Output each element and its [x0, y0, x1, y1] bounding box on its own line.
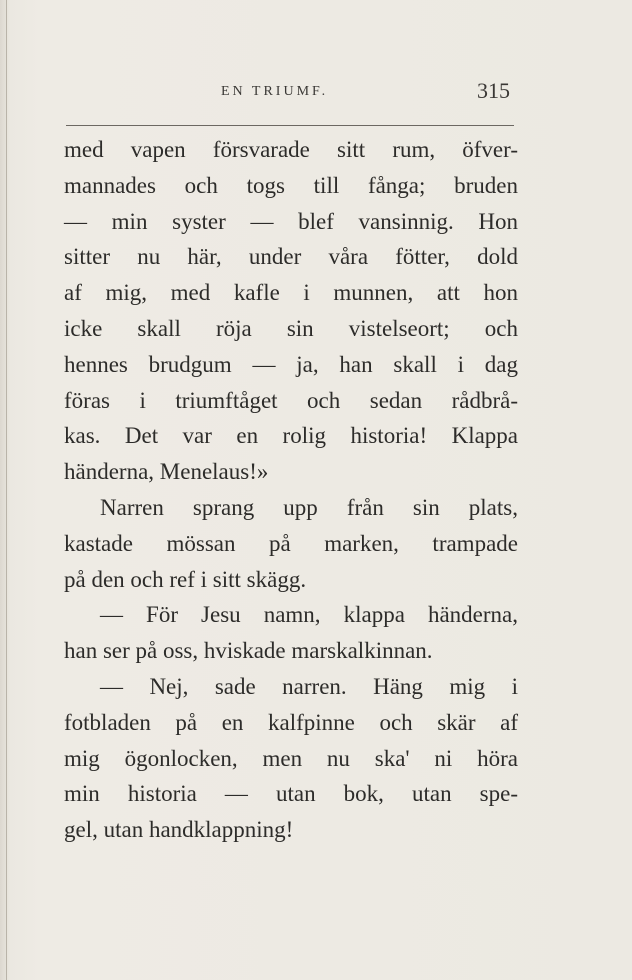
text-line: med vapen försvarade sitt rum, öfver-	[64, 137, 518, 162]
text-line: kas. Det var en rolig historia! Klappa	[64, 423, 518, 449]
text-line-paragraph-start: Narren sprang upp från sin plats,	[100, 494, 518, 520]
text-line: mig ögonlocken, men nu ska' ni höra	[64, 745, 518, 771]
text-line: — min syster — blef vansinnig. Hon	[64, 208, 518, 234]
text-line: min historia — utan bok, utan spe-	[64, 781, 518, 807]
text-line-paragraph-end: på den och ref i sitt skägg.	[64, 566, 307, 592]
text-line: hennes brudgum — ja, han skall i dag	[64, 351, 518, 377]
body-text	[64, 132, 518, 848]
header-rule	[66, 125, 514, 126]
text-line-paragraph-start: — För Jesu namn, klappa händerna,	[100, 602, 518, 628]
text-line: icke skall röja sin vistelseort; och	[64, 315, 518, 341]
text-line: föras i triumftåget och sedan rådbrå-	[64, 387, 518, 413]
text-line: sitter nu här, under våra fötter, dold	[64, 244, 518, 270]
text-line-paragraph-start: — Nej, sade narren. Häng mig i	[100, 673, 518, 699]
text-line: mannades och togs till fånga; bruden	[64, 172, 518, 198]
text-line: fotbladen på en kalfpinne och skär af	[64, 709, 518, 735]
text-line-paragraph-end: gel, utan handklappning!	[64, 817, 294, 843]
page-gutter-edge	[6, 0, 7, 980]
page-number: 315	[477, 78, 510, 103]
text-line-paragraph-end: händerna, Menelaus!»	[64, 459, 269, 485]
text-line: af mig, med kafle i munnen, att hon	[64, 280, 518, 306]
page-header	[0, 78, 632, 108]
text-line-paragraph-end: han ser på oss, hviskade marskalkinnan.	[64, 638, 433, 664]
running-head: EN TRIUMF.	[221, 84, 329, 99]
text-line: kastade mössan på marken, trampade	[64, 530, 518, 556]
